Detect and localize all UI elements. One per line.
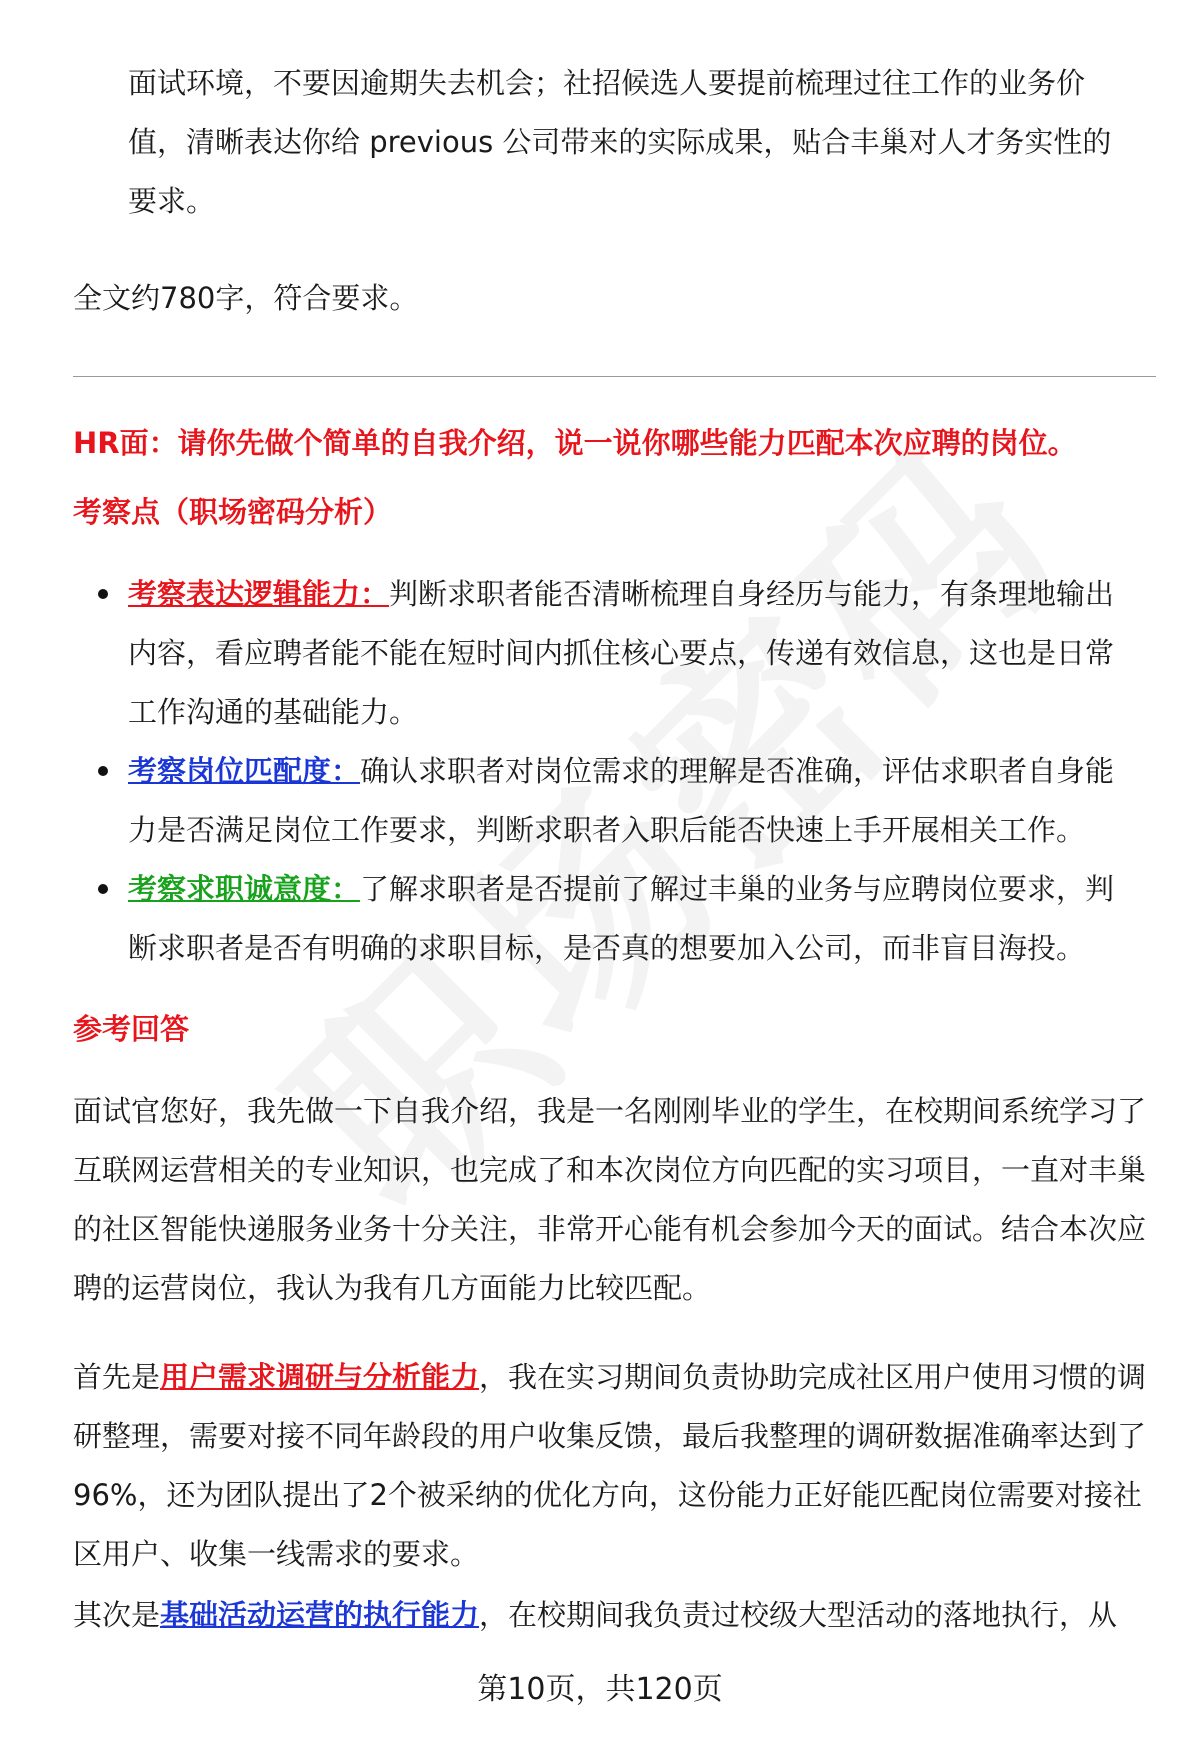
page-number-footer: 第10页，共120页 xyxy=(477,1672,723,1707)
answer-paragraph-intro: 面试官您好，我先做一下自我介绍，我是一名刚刚毕业的学生，在校期间系统学习了互联网运营相关的专业知识，也完成了和本次岗位方向匹配的实习项目，一直对丰巢的社区智能快递服务业务十分关注，非常开心能有机会参加今天的面试。结合本次应聘的运营岗位，我认为我有几方面能力比较匹配。 xyxy=(73,1094,1147,1305)
paragraph-prefix: 首先是 xyxy=(73,1360,161,1394)
section-divider xyxy=(73,376,1156,377)
interview-question: HR面：请你先做个简单的自我介绍，说一说你哪些能力匹配本次应聘的岗位。 xyxy=(73,426,1077,460)
bullet-text: 了解求职者是否提前了解过丰巢的业务与应聘岗位要求，判断求职者是否有明确的求职目标，是否真的想要加入公司，而非盲目海投。 xyxy=(128,872,1115,965)
bullet-keyword: 考察表达逻辑能力： xyxy=(128,577,390,611)
answer-paragraph-first xyxy=(73,1348,1148,1584)
answer-keyword: 用户需求调研与分析能力 xyxy=(160,1360,480,1394)
bullet-keyword: 考察岗位匹配度： xyxy=(128,754,361,788)
answer-heading: 参考回答 xyxy=(73,1012,190,1046)
paragraph-prefix: 其次是 xyxy=(73,1598,161,1632)
answer-keyword: 基础活动运营的执行能力 xyxy=(160,1598,480,1632)
bullet-keyword: 考察求职诚意度： xyxy=(128,872,361,906)
continued-paragraph: 面试环境，不要因逾期失去机会；社招候选人要提前梳理过往工作的业务价值，清晰表达你给 previous 公司带来的实际成果，贴合丰巢对人才务实性的要求。 xyxy=(128,66,1112,218)
bullet-text: 确认求职者对岗位需求的理解是否准确，评估求职者自身能力是否满足岗位工作要求，判断求职者入职后能否快速上手开展相关工作。 xyxy=(128,754,1115,847)
word-count-line: 全文约780字，符合要求。 xyxy=(73,281,419,315)
paragraph-text: ，在校期间我负责过校级大型活动的落地执行，从 xyxy=(479,1598,1118,1632)
answer-paragraph-second xyxy=(73,1586,1148,1645)
bullet-text: 判断求职者能否清晰梳理自身经历与能力，有条理地输出内容，看应聘者能不能在短时间内抓住核心要点，传递有效信息，这也是日常工作沟通的基础能力。 xyxy=(128,577,1115,729)
bullet-dot-icon xyxy=(98,589,108,599)
analysis-heading: 考察点（职场密码分析） xyxy=(73,495,393,529)
bullet-dot-icon xyxy=(98,884,108,894)
paragraph-text: ，我在实习期间负责协助完成社区用户使用习惯的调研整理，需要对接不同年龄段的用户收集反馈，最后我整理的调研数据准确率达到了96%，还为团队提出了2个被采纳的优化方向，这份能力正好能匹配岗位需要对接社区用户、收集一线需求的要求。 xyxy=(73,1360,1147,1571)
bullet-dot-icon xyxy=(98,766,108,776)
